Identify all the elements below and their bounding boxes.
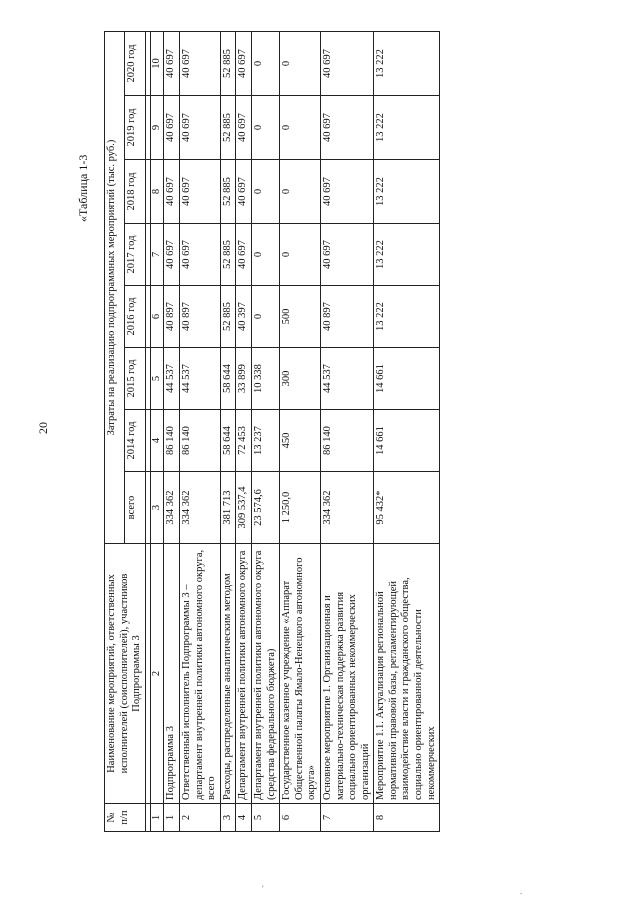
row-value: 40 897 — [179, 286, 220, 348]
rotated-table-container — [104, 32, 640, 832]
header-name: Наименование мероприятий, ответственных исполнителей (соисполнителей), участников Подпрограммы 3 — [105, 544, 146, 804]
header-year: 2017 год — [125, 224, 145, 286]
row-name: Ответственный исполнитель Подпрограммы 3 – департамент внутренней политики автономного округа, всего — [179, 544, 220, 804]
row-value: 86 140 — [164, 410, 180, 472]
row-name: Основное мероприятие 1. Организационная и материально-техническая поддержка развития социально ориентированных некоммерческих организаций — [320, 544, 373, 804]
column-number: 9 — [150, 96, 164, 160]
row-value: 40 697 — [179, 96, 220, 160]
column-number-row — [150, 32, 164, 832]
row-value: 500 — [280, 286, 321, 348]
table-row — [220, 32, 236, 832]
row-value: 14 661 — [374, 410, 440, 472]
row-value: 40 697 — [236, 160, 252, 224]
table-caption: «Таблица 1-3 — [76, 154, 90, 222]
row-total: 334 362 — [179, 472, 220, 544]
header-no: № п/п — [105, 804, 146, 832]
row-value: 450 — [280, 410, 321, 472]
row-no: 8 — [374, 804, 440, 832]
row-value: 40 697 — [320, 96, 373, 160]
row-value: 0 — [280, 160, 321, 224]
row-value: 0 — [251, 224, 279, 286]
table-row — [179, 32, 220, 832]
row-total: 334 362 — [320, 472, 373, 544]
row-value: 40 697 — [236, 32, 252, 96]
row-total: 1 250,0 — [280, 472, 321, 544]
row-value: 52 885 — [220, 32, 236, 96]
row-value: 300 — [280, 348, 321, 410]
scan-mark: . — [520, 886, 523, 896]
row-total: 309 537,4 — [236, 472, 252, 544]
row-value: 40 697 — [179, 160, 220, 224]
row-total: 381 713 — [220, 472, 236, 544]
row-value: 40 697 — [320, 224, 373, 286]
costs-table — [104, 31, 440, 832]
row-total: 23 574,6 — [251, 472, 279, 544]
row-value: 13 222 — [374, 286, 440, 348]
table-row — [164, 32, 180, 832]
column-number: 10 — [150, 32, 164, 96]
row-value: 0 — [251, 160, 279, 224]
row-value: 40 697 — [164, 160, 180, 224]
row-value: 0 — [251, 32, 279, 96]
table-row — [236, 32, 252, 832]
row-value: 44 537 — [320, 348, 373, 410]
header-total: всего — [125, 472, 145, 544]
row-value: 72 453 — [236, 410, 252, 472]
row-value: 40 697 — [179, 224, 220, 286]
column-number: 7 — [150, 224, 164, 286]
row-value: 13 222 — [374, 160, 440, 224]
page-number: 20 — [36, 422, 50, 434]
row-name: Подпрограмма 3 — [164, 544, 180, 804]
row-name: Государственное казенное учреждение «Аппарат Общественной палаты Ямало-Ненецкого автономного округа» — [280, 544, 321, 804]
header-year: 2019 год — [125, 96, 145, 160]
row-value: 13 222 — [374, 224, 440, 286]
row-value: 40 697 — [164, 96, 180, 160]
row-no: 7 — [320, 804, 373, 832]
column-number: 6 — [150, 286, 164, 348]
row-value: 86 140 — [320, 410, 373, 472]
row-no: 4 — [236, 804, 252, 832]
table-row — [280, 32, 321, 832]
row-value: 44 537 — [164, 348, 180, 410]
row-value: 40 697 — [236, 96, 252, 160]
table-row — [374, 32, 440, 832]
row-no: 5 — [251, 804, 279, 832]
row-value: 13 222 — [374, 96, 440, 160]
header-year: 2018 год — [125, 160, 145, 224]
row-no: 6 — [280, 804, 321, 832]
row-value: 52 885 — [220, 286, 236, 348]
row-value: 86 140 — [179, 410, 220, 472]
row-value: 0 — [280, 96, 321, 160]
row-value: 13 237 — [251, 410, 279, 472]
row-value: 0 — [280, 32, 321, 96]
column-number: 2 — [150, 544, 164, 804]
column-number: 5 — [150, 348, 164, 410]
row-value: 40 897 — [164, 286, 180, 348]
row-value: 40 397 — [236, 286, 252, 348]
row-value: 40 697 — [164, 32, 180, 96]
row-total: 95 432* — [374, 472, 440, 544]
header-costs: Затраты на реализацию подпрограммных мероприятий (тыс. руб.) — [105, 32, 125, 544]
row-value: 58 644 — [220, 348, 236, 410]
table-row — [320, 32, 373, 832]
row-value: 40 897 — [320, 286, 373, 348]
header-year: 2016 год — [125, 286, 145, 348]
row-name: Департамент внутренней политики автономного округа (средства федерального бюджета) — [251, 544, 279, 804]
row-value: 40 697 — [236, 224, 252, 286]
column-number: 8 — [150, 160, 164, 224]
row-value: 10 338 — [251, 348, 279, 410]
row-value: 40 697 — [320, 160, 373, 224]
row-value: 40 697 — [179, 32, 220, 96]
row-value: 52 885 — [220, 224, 236, 286]
header-row-1 — [105, 32, 125, 832]
row-value: 52 885 — [220, 96, 236, 160]
table-row — [251, 32, 279, 832]
row-no: 1 — [164, 804, 180, 832]
row-name: Мероприятие 1.1. Актуализация региональной нормативной правовой базы, регламентирующей взаимодействие власти и гражданского общества, социально ориентированной деятельности некоммерческих — [374, 544, 440, 804]
header-year: 2015 год — [125, 348, 145, 410]
row-value: 0 — [280, 224, 321, 286]
column-number: 4 — [150, 410, 164, 472]
column-number: 1 — [150, 804, 164, 832]
row-value: 40 697 — [320, 32, 373, 96]
row-value: 0 — [251, 96, 279, 160]
row-value: 40 697 — [164, 224, 180, 286]
row-total: 334 362 — [164, 472, 180, 544]
row-value: 13 222 — [374, 32, 440, 96]
row-value: 0 — [251, 286, 279, 348]
row-value: 44 537 — [179, 348, 220, 410]
row-no: 2 — [179, 804, 220, 832]
scan-mark: ' — [262, 884, 264, 894]
row-name: Расходы, распределенные аналитическим методом — [220, 544, 236, 804]
header-year: 2020 год — [125, 32, 145, 96]
row-name: Департамент внутренней политики автономного округа — [236, 544, 252, 804]
column-number: 3 — [150, 472, 164, 544]
row-value: 14 661 — [374, 348, 440, 410]
row-value: 58 644 — [220, 410, 236, 472]
row-value: 52 885 — [220, 160, 236, 224]
row-value: 33 899 — [236, 348, 252, 410]
header-year: 2014 год — [125, 410, 145, 472]
row-no: 3 — [220, 804, 236, 832]
